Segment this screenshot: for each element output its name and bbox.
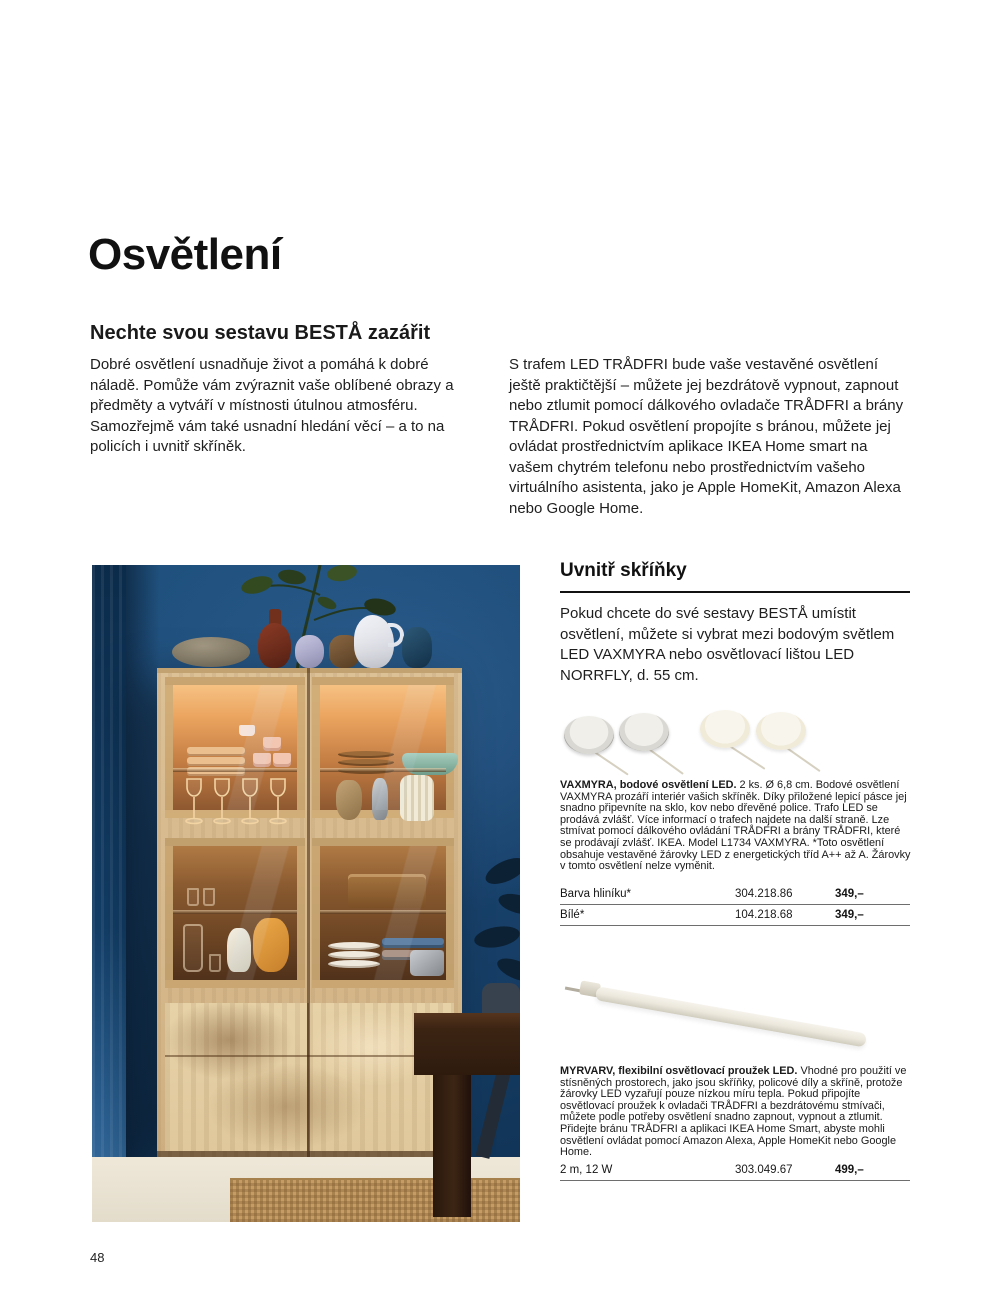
vaxmyra-spot-white <box>700 710 750 748</box>
blue-vase <box>402 627 432 668</box>
besta-cabinet <box>157 668 462 1157</box>
power-cord <box>645 746 683 775</box>
room-photo <box>92 565 520 1222</box>
glass-door-top-right <box>312 677 454 818</box>
intro-paragraph-left: Dobré osvětlení usnadňuje život a pomáhá k dobré náladě. Pomůže vám zvýraznit vaše oblíbené obrazy a předměty a vytváří v místnosti útulnou atmosféru. Samozřejmě vám také usnadní hledání věcí – a to na policích i uvnitř skříněk. <box>90 356 454 455</box>
page-subtitle: Nechte svou sestavu BESTÅ zazářit <box>90 322 431 344</box>
variant-label: Bílé* <box>560 909 585 921</box>
section-intro: Pokud chcete do své sestavy BESTÅ umístit osvětlení, můžete si vybrat mezi bodovým světlem LED VAXMYRA nebo osvětlovací lištou LED NORRFLY, d. 55 cm. <box>560 605 895 684</box>
intro-paragraph-right: S trafem LED TRÅDFRI bude vaše vestavěné osvětlení ještě praktičtější – můžete jej bezdrátově vypnout, zapnout nebo ztlumit pomocí dálkového ovladače TRÅDFRI a brány TRÅDFRI. Pokud osvětlení propojíte s bránou, můžete jej ovládat prostřednictvím aplikace IKEA Home smart na vašem chytrém telefonu nebo prostřednictvím vašeho virtuálního asistenta, jako je Apple HomeKit, Amazon Alexa nebo Google Home. <box>509 356 904 517</box>
article-number: 304.218.86 <box>735 888 793 900</box>
price: 499,– <box>835 1164 864 1176</box>
price-row <box>560 905 910 926</box>
red-vase-body <box>258 623 291 668</box>
variant-label: Barva hliníku* <box>560 888 631 900</box>
jute-rug <box>230 1178 520 1222</box>
page-number: 48 <box>90 1250 105 1265</box>
price-row <box>560 1160 910 1181</box>
dining-table <box>414 1013 520 1075</box>
variant-label: 2 m, 12 W <box>560 1164 613 1176</box>
article-number: 104.218.68 <box>735 909 793 921</box>
stone-bowl <box>172 637 250 667</box>
vaxmyra-spot-aluminum <box>564 716 614 754</box>
vaxmyra-description: VAXMYRA, bodové osvětlení LED. 2 ks. Ø 6,8 cm. Bodové osvětlení VAXMYRA prozáří interiér vašich skříněk. Díky přiložené lepicí pásce jej snadno připevníte na sklo, kov nebo dřevěné police. Trafo LED se prodává zvlášť. Více informací o trafech najdete na další straně. Lze stmívat pomocí dálkového ovládání TRÅDFRI a brány TRÅDFRI, které se prodávají zvlášť. IKEA. Model L1734 VAXMYRA. *Toto osvětlení obsahuje vestavěné žárovky LED z energetických tříd A++ až A. Žárovky v tomto osvětlení nelze vyměnit. <box>560 779 911 873</box>
cabinet-center-gap <box>307 668 310 1157</box>
myrvarv-price-table <box>560 1160 910 1181</box>
vaxmyra-product-image <box>560 700 910 780</box>
page-title: Osvětlení <box>88 230 282 279</box>
power-cord <box>727 744 765 770</box>
glass-door-mid-right <box>312 838 454 988</box>
myrvarv-description: MYRVARV, flexibilní osvětlovací proužek LED. Vhodné pro použití ve stísněných prostorech, jako jsou skříňky, policové díly a skříně, protože žárovky LED vyzařují pouze nízkou míru tepla. Pokud připojíte osvětlovací proužek k ovladači TRÅDFRI a bezdrátovému stmívači, můžete podle potřeby osvětlení snadno zapnout, vypnout a ztlumit. Přidejte bránu TRÅDFRI a aplikaci IKEA Home Smart, abyste mohli osvětlení ovládat pomocí Amazon Alexa, Apple HomeKit nebo Google Home. <box>560 1065 907 1159</box>
curtain <box>92 565 126 1222</box>
price-row <box>560 884 910 905</box>
lavender-vase <box>295 635 324 668</box>
myrvarv-light-strip <box>595 986 867 1047</box>
table-leg <box>433 1075 471 1217</box>
vaxmyra-price-table <box>560 884 910 926</box>
vaxmyra-name: VAXMYRA, bodové osvětlení LED. <box>560 779 737 791</box>
power-cord <box>783 745 820 772</box>
section-heading: Uvnitř skříňky <box>560 560 910 593</box>
myrvarv-name: MYRVARV, flexibilní osvětlovací proužek LED. <box>560 1065 798 1077</box>
article-number: 303.049.67 <box>735 1164 793 1176</box>
glass-door-mid-left <box>165 838 305 988</box>
dark-plant-leaves <box>464 861 520 1001</box>
price: 349,– <box>835 909 864 921</box>
vaxmyra-spot-aluminum <box>619 713 669 751</box>
myrvarv-product-image <box>560 975 910 1063</box>
price: 349,– <box>835 888 864 900</box>
wall-shadow <box>126 565 160 1222</box>
vaxmyra-spot-white <box>756 712 806 750</box>
glass-door-top-left <box>165 677 305 818</box>
